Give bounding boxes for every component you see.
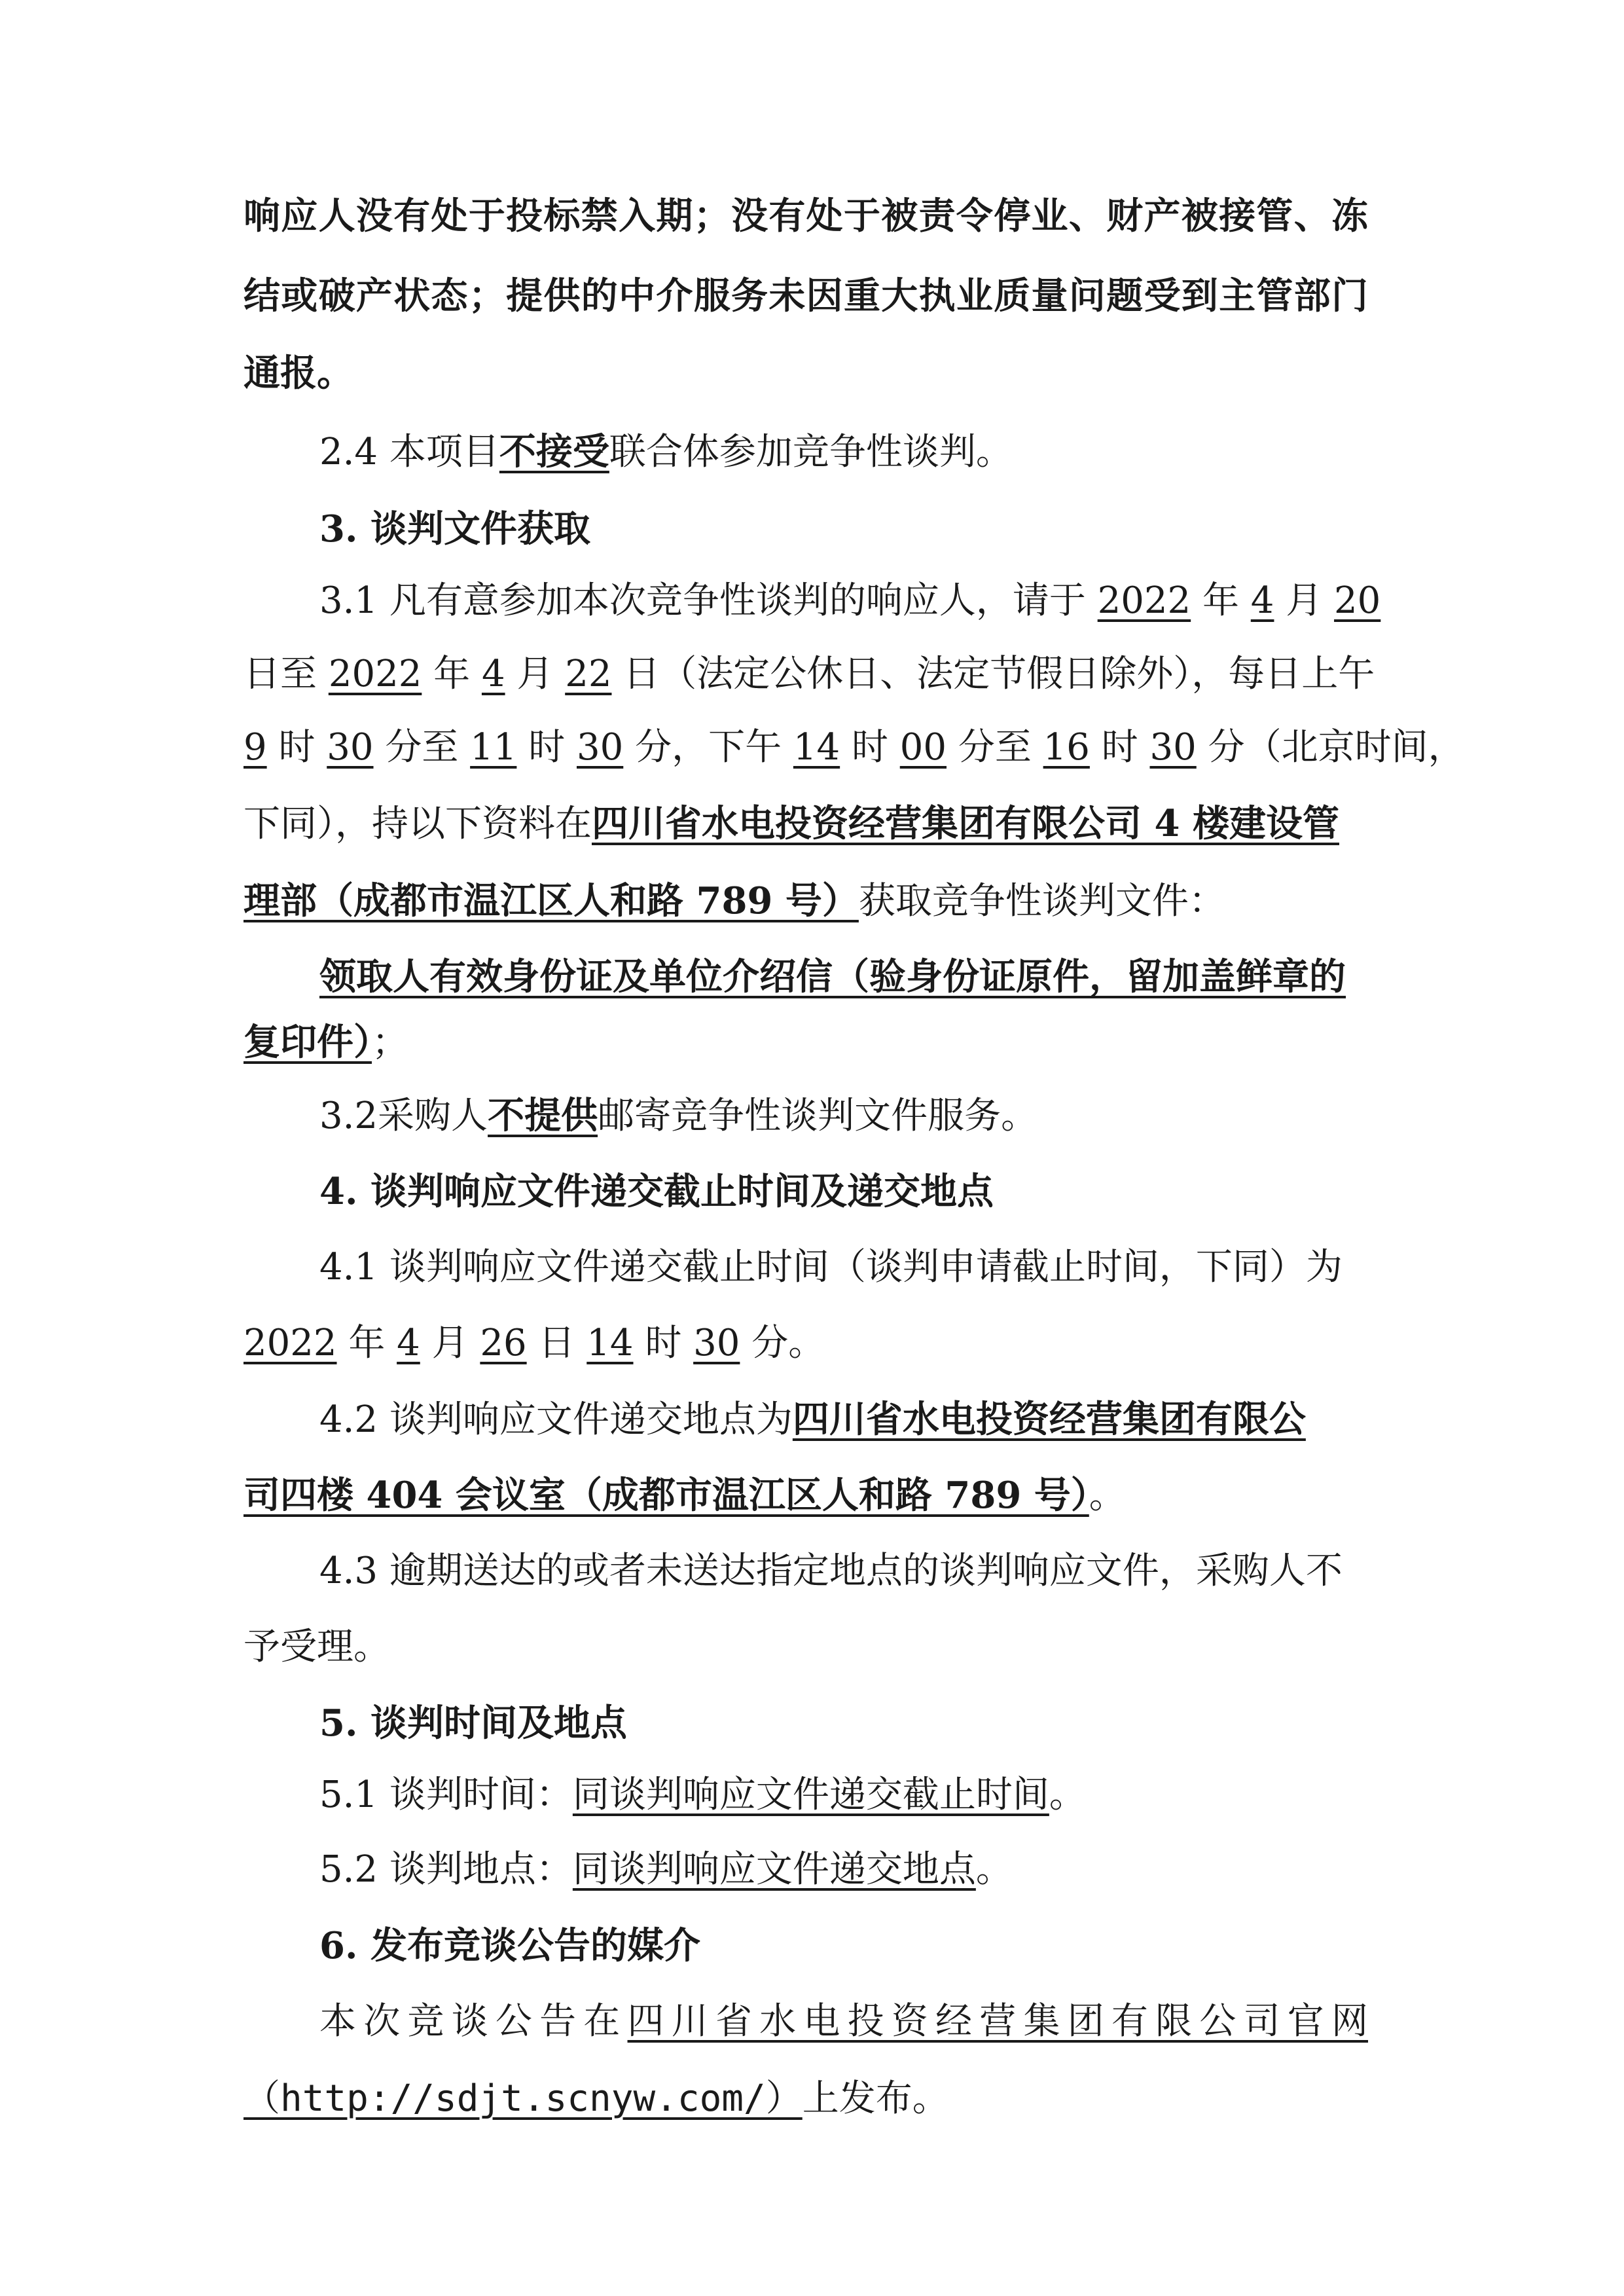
- clause-text: 5.1 谈判时间：: [319, 1774, 573, 1816]
- text-line: [244, 721, 1624, 774]
- text-line: [244, 1016, 1624, 1068]
- clause-text: 时: [266, 726, 327, 769]
- clause-text: 上发布。: [802, 2077, 949, 2120]
- clause-4-2: [319, 1393, 1624, 1446]
- clause-text: 分至: [947, 726, 1043, 769]
- section-heading-5: 5. 谈判时间及地点: [319, 1702, 627, 1745]
- clause-5-1: [319, 1769, 1624, 1821]
- clause-text: 分（北京时间，: [1196, 726, 1465, 769]
- underlined-text: 22: [565, 653, 612, 695]
- underlined-text: 同谈判响应文件递交截止时间: [572, 1774, 1049, 1816]
- text-line: [244, 648, 1624, 701]
- clause-3-2: [319, 1089, 1624, 1142]
- clause-text: 分，下午: [623, 726, 793, 769]
- underlined-text: 四川省水电投资经营集团有限公司官网: [627, 2000, 1369, 2043]
- clause-text: 分。: [740, 1322, 825, 1364]
- underlined-text: 14: [793, 726, 840, 769]
- underlined-text: 领取人有效身份证及单位介绍信（验身份证原件，留加盖鲜章的: [319, 955, 1346, 998]
- clause-text: 获取竞争性谈判文件：: [858, 880, 1225, 922]
- clause-text: 日: [526, 1322, 587, 1364]
- underlined-text: 4: [481, 653, 505, 695]
- clause-text: 邮寄竞争性谈判文件服务。: [598, 1095, 1038, 1137]
- clause-text: 时: [633, 1322, 694, 1364]
- underlined-text: 4: [397, 1322, 420, 1364]
- clause-4-1: 4.1 谈判响应文件递交截止时间（谈判申请截止时间，下同）为: [319, 1246, 1343, 1288]
- underlined-text: 30: [1149, 726, 1197, 769]
- clause-text: 。: [1049, 1774, 1086, 1816]
- clause-text: 时: [1089, 726, 1150, 769]
- clause-3-1: [319, 575, 1381, 627]
- clause-text: 年: [336, 1322, 397, 1364]
- underlined-text: 26: [480, 1322, 527, 1364]
- clause-2-4: [319, 426, 1624, 478]
- underlined-text: 不提供: [488, 1094, 598, 1137]
- text-line: [244, 1469, 1624, 1522]
- clause-text: 月: [505, 653, 566, 695]
- underlined-text: 00: [899, 726, 947, 769]
- clause-text: ；: [372, 1021, 408, 1064]
- clause-text: 年: [422, 653, 482, 695]
- clause-text: 3.2采购人: [319, 1095, 488, 1137]
- clause-text: 2.4 本项目: [319, 431, 499, 473]
- underlined-text: 同谈判响应文件递交地点: [572, 1848, 976, 1891]
- text-line: [244, 875, 1624, 927]
- website-link: （http://sdjt.scnyw.com/）: [244, 2077, 803, 2120]
- underlined-text: 30: [327, 726, 374, 769]
- clause-text: 月: [420, 1322, 480, 1364]
- section-heading-3: 3. 谈判文件获取: [319, 507, 590, 551]
- clause-5-2: [319, 1844, 1624, 1896]
- clause-text: 时: [840, 726, 900, 769]
- text-line: [319, 951, 1624, 1003]
- underlined-text: 复印件）: [244, 1021, 372, 1064]
- text-line: [244, 797, 1624, 850]
- text-line: 结或破产状态；提供的中介服务未因重大执业质量问题受到主管部门: [244, 274, 1368, 318]
- clause-text: 联合体参加竞争性谈判。: [609, 431, 1013, 473]
- underlined-text: 14: [586, 1322, 634, 1364]
- section-heading-4: 4. 谈判响应文件递交截止时间及递交地点: [319, 1170, 994, 1213]
- underlined-text: 16: [1043, 726, 1090, 769]
- clause-text: 分至: [373, 726, 471, 769]
- underlined-text: 2022: [1097, 579, 1191, 622]
- underlined-text: 9: [244, 726, 267, 769]
- clause-text: 4.2 谈判响应文件递交地点为: [319, 1398, 793, 1441]
- text-line: 通报。: [244, 352, 353, 395]
- text-line: 响应人没有处于投标禁入期；没有处于被责令停业、财产被接管、冻: [244, 194, 1368, 238]
- text-line: 予受理。: [244, 1626, 390, 1668]
- clause-text: 年: [1191, 579, 1251, 622]
- clause-text: 。: [1089, 1474, 1126, 1517]
- clause-text: 月: [1274, 579, 1335, 622]
- underlined-text: 20: [1334, 579, 1381, 622]
- clause-6: [319, 1995, 1368, 2048]
- underlined-text: 理部（成都市温江区人和路 789 号）: [244, 879, 859, 922]
- clause-text: 本次竞谈公告在: [319, 2000, 628, 2043]
- clause-text: 。: [975, 1848, 1013, 1891]
- underlined-text: 四川省水电投资经营集团有限公司 4 楼建设管: [592, 802, 1339, 845]
- clause-text: 日（法定公休日、法定节假日除外），每日上午: [611, 653, 1375, 695]
- underlined-text: 30: [577, 726, 624, 769]
- section-heading-6: 6. 发布竞谈公告的媒介: [319, 1924, 700, 1967]
- underlined-text: 司四楼 404 会议室（成都市温江区人和路 789 号）: [244, 1474, 1089, 1517]
- underlined-text: 11: [470, 726, 517, 769]
- clause-text: 3.1 凡有意参加本次竞争性谈判的响应人，请于: [319, 579, 1098, 622]
- underlined-text: 30: [693, 1322, 740, 1364]
- clause-text: 5.2 谈判地点：: [319, 1848, 573, 1891]
- clause-text: 下同），持以下资料在: [244, 803, 592, 845]
- text-line: [244, 1317, 1624, 1370]
- clause-text: 时: [516, 726, 577, 769]
- underlined-text: 2022: [328, 653, 422, 695]
- clause-4-3: 4.3 逾期送达的或者未送达指定地点的谈判响应文件，采购人不: [319, 1550, 1343, 1592]
- underlined-text: 2022: [244, 1322, 337, 1364]
- underlined-text: 4: [1250, 579, 1274, 622]
- text-line: [244, 2073, 1624, 2125]
- underlined-text: 四川省水电投资经营集团有限公: [792, 1398, 1306, 1441]
- underlined-text: 不接受: [499, 430, 609, 473]
- clause-text: 日至: [244, 653, 329, 695]
